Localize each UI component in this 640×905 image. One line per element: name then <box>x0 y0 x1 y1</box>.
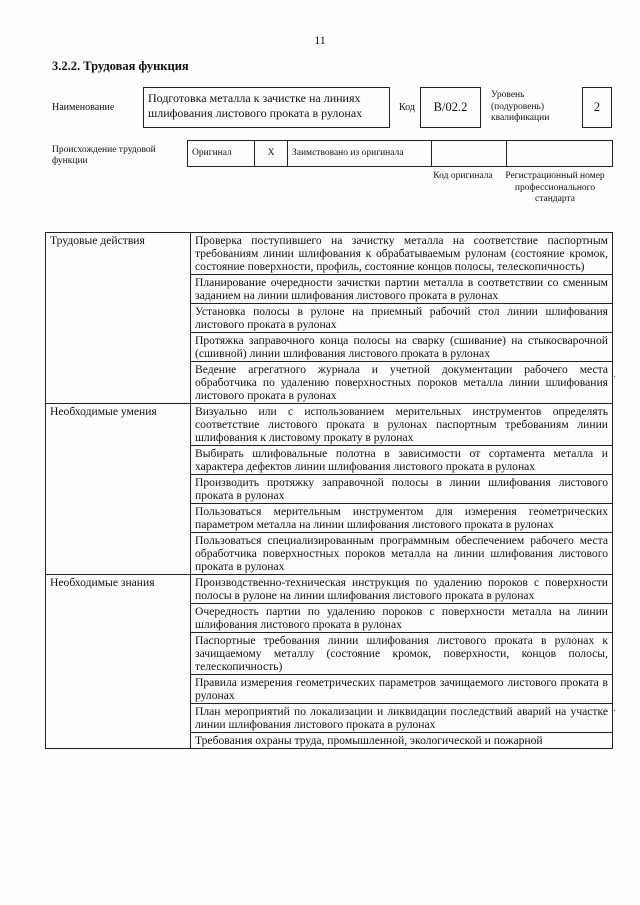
scan-mark: · <box>613 706 617 717</box>
name-label: Наименование <box>52 102 115 113</box>
original-code-cell <box>432 141 507 167</box>
item-cell: Установка полосы в рулоне на приемный рабочий стол линии шлифования листового проката в рулонах <box>191 304 613 333</box>
item-cell: Правила измерения геометрических параметров зачищаемого листового проката в рулонах <box>191 675 613 704</box>
code-label: Код <box>399 102 415 113</box>
item-cell: Проверка поступившего на зачистку металла на соответствие паспортным требованиям линии шлифования к обрабатываемым рулонам (состояние кромок, состояние поверхности, профиль, состояние концов полосы, телескопичность) <box>191 233 613 275</box>
original-label: Оригинал <box>188 141 255 167</box>
item-cell: Пользоваться мерительным инструментом для измерения геометрических параметром металла на линии шлифования листового проката в рулонах <box>191 504 613 533</box>
function-name-box: Подготовка металла к зачистке на линиях шлифования листового проката в рулонах <box>143 87 390 128</box>
item-cell: Производить протяжку заправочной полосы в линии шлифования листового проката в рулонах <box>191 475 613 504</box>
table-row <box>46 404 613 446</box>
item-cell: Паспортные требования линии шлифования листового проката в рулонах к зачищаемому металлу (состояние кромок, поверхности, концов полосы, телескопичность) <box>191 633 613 675</box>
item-cell: Производственно-техническая инструкция по удалению пороков с поверхности полосы в рулоне на линии шлифования листового проката в рулонах <box>191 575 613 604</box>
item-cell: Выбирать шлифовальные полотна в зависимости от сортамента металла и характера дефектов линии шлифования листового проката в рулонах <box>191 446 613 475</box>
category-cell: Трудовые действия <box>46 233 191 404</box>
qualification-level-label: Уровень (подуровень) квалификации <box>491 90 550 123</box>
category-cell: Необходимые умения <box>46 404 191 575</box>
original-mark: X <box>255 141 288 167</box>
page-number: 11 <box>314 33 326 47</box>
functions-table <box>45 232 613 749</box>
item-cell: Планирование очередности зачистки партии металла в соответствии со сменным заданием на линии шлифования листового проката в рулонах <box>191 275 613 304</box>
origin-label: Происхождение трудовой функции <box>52 145 156 166</box>
code-box: B/02.2 <box>420 87 481 128</box>
registration-number-cell <box>507 141 613 167</box>
scan-mark: · <box>613 372 617 383</box>
section-title: 3.2.2. Трудовая функция <box>52 59 189 73</box>
registration-number-caption: Регистрационный номер профессионального стандарта <box>505 171 605 204</box>
table-row <box>46 233 613 275</box>
table-row <box>46 575 613 604</box>
origin-table <box>187 140 613 167</box>
item-cell: Ведение агрегатного журнала и учетной документации рабочего места обработчика по удалению поверхностных пороков металла линии шлифования листового проката в рулонах <box>191 362 613 404</box>
qualification-level-box: 2 <box>582 87 612 128</box>
category-cell: Необходимые знания <box>46 575 191 749</box>
borrowed-label: Заимствовано из оригинала <box>288 141 432 167</box>
item-cell: План мероприятий по локализации и ликвидации последствий аварий на участке линии шлифования листового проката в рулонах <box>191 704 613 733</box>
item-cell: Требования охраны труда, промышленной, экологической и пожарной <box>191 733 613 749</box>
original-code-caption: Код оригинала <box>433 171 493 181</box>
item-cell: Визуально или с использованием мерительных инструментов определять соответствие листового проката в рулонах паспортным требованиям линии шлифования к листовому прокату в рулонах <box>191 404 613 446</box>
item-cell: Протяжка заправочного конца полосы на сварку (сшивание) на стыкосварочной (сшивной) линии шлифования листового проката в рулонах <box>191 333 613 362</box>
item-cell: Пользоваться специализированным программным обеспечением рабочего места обработчика поверхностных пороков металла на линии шлифования листового проката в рулонах <box>191 533 613 575</box>
item-cell: Очередность партии по удалению пороков с поверхности металла на линии шлифования листового проката в рулонах <box>191 604 613 633</box>
